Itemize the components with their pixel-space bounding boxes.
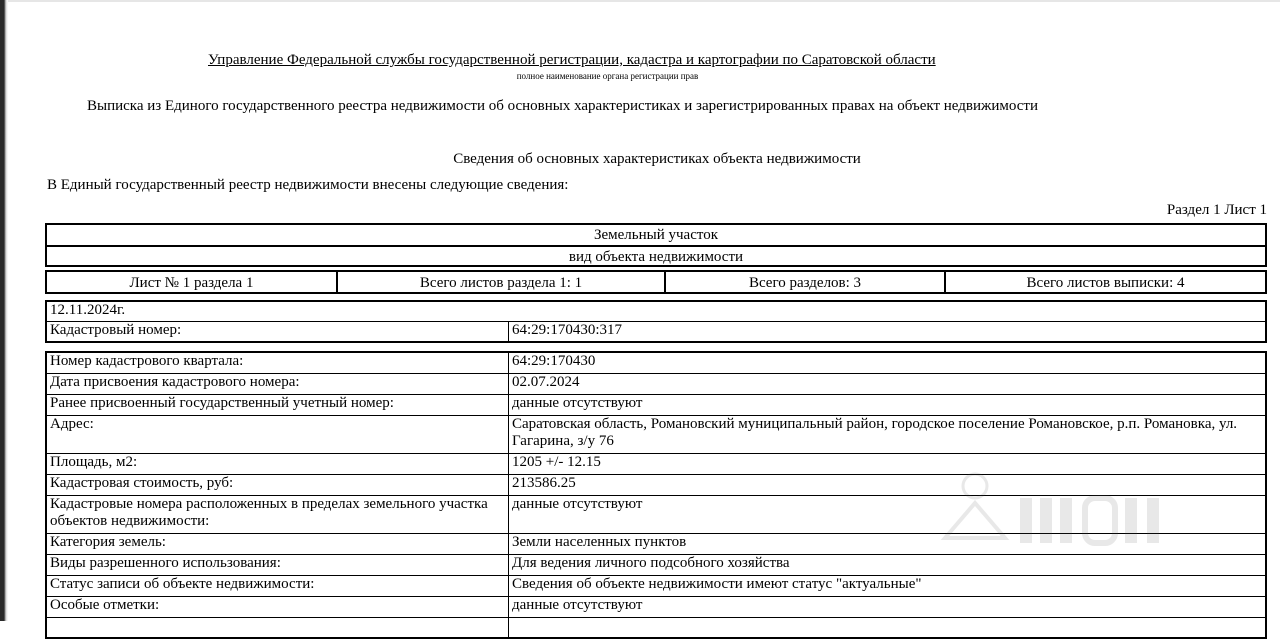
table-row	[46, 394, 1266, 415]
total-sections: Всего разделов: 3	[666, 272, 946, 292]
table-row	[46, 415, 1266, 453]
table-row	[46, 373, 1266, 394]
table-row	[46, 495, 1266, 533]
row-value: Земли населенных пунктов	[509, 533, 1267, 554]
row-label: Особые отметки:	[46, 596, 509, 617]
row-label	[46, 617, 509, 638]
table-row	[46, 596, 1266, 617]
total-extract-sheets: Всего листов выписки: 4	[1026, 275, 1185, 291]
sheet-info-bar	[45, 270, 1267, 294]
row-label: Дата присвоения кадастрового номера:	[46, 373, 509, 394]
row-value: Саратовская область, Романовский муниципальный район, городское поселение Романовское, р.п. Романовка, ул. Гагарина, з/у 76	[509, 415, 1267, 453]
row-label: Площадь, м2:	[46, 453, 509, 474]
record-date: 12.11.2024г.	[46, 301, 1266, 322]
row-label: Кадастровые номера расположенных в пределах земельного участка объектов недвижимости:	[46, 495, 509, 533]
table-row	[46, 301, 1266, 322]
table-row	[46, 453, 1266, 474]
table-row	[46, 554, 1266, 575]
row-value: 1205 +/- 12.15	[509, 453, 1267, 474]
total-section-sheets: Всего листов раздела 1: 1	[338, 272, 666, 292]
row-value	[509, 617, 1267, 638]
table-row	[46, 322, 1266, 343]
row-label: Ранее присвоенный государственный учетный номер:	[46, 394, 509, 415]
cadastral-number-label: Кадастровый номер:	[46, 322, 509, 343]
object-type: Земельный участок	[593, 227, 719, 243]
page-top-edge	[0, 0, 1280, 2]
row-value: Для ведения личного подсобного хозяйства	[509, 554, 1267, 575]
row-value: Сведения об объекте недвижимости имеют статус "актуальные"	[509, 575, 1267, 596]
row-label: Категория земель:	[46, 533, 509, 554]
sheet-number: Лист № 1 раздела 1	[47, 272, 338, 292]
object-type-box	[45, 223, 1267, 267]
row-value: 02.07.2024	[509, 373, 1267, 394]
org-caption: полное наименование органа регистрации прав	[516, 71, 699, 81]
table-row	[46, 617, 1266, 638]
section-title: Сведения об основных характеристиках объекта недвижимости	[453, 151, 861, 167]
page-left-edge	[0, 0, 8, 621]
cadastral-number-value: 64:29:170430:317	[509, 322, 1267, 343]
table-row	[46, 533, 1266, 554]
row-value: данные отсутствуют	[509, 596, 1267, 617]
table-row	[46, 474, 1266, 495]
org-name: Управление Федеральной службы государственной регистрации, кадастра и картографии по Саратовской области	[208, 52, 936, 68]
row-value: 64:29:170430	[509, 352, 1267, 373]
row-value: данные отсутствуют	[509, 495, 1267, 533]
row-value: данные отсутствуют	[509, 394, 1267, 415]
row-label: Номер кадастрового квартала:	[46, 352, 509, 373]
row-label: Адрес:	[46, 415, 509, 453]
row-label: Статус записи об объекте недвижимости:	[46, 575, 509, 596]
table-row	[46, 352, 1266, 373]
section-reference: Раздел 1 Лист 1	[1166, 202, 1267, 218]
row-label: Виды разрешенного использования:	[46, 554, 509, 575]
object-type-caption: вид объекта недвижимости	[47, 245, 1265, 267]
characteristics-table	[45, 351, 1267, 639]
record-header-table	[45, 300, 1267, 343]
table-row	[46, 575, 1266, 596]
document-title: Выписка из Единого государственного реестра недвижимости об основных характеристиках и зарегистрированных правах на объект недвижимости	[87, 98, 1039, 114]
intro-text: В Единый государственный реестр недвижимости внесены следующие сведения:	[47, 177, 569, 193]
row-value: 213586.25	[509, 474, 1267, 495]
row-label: Кадастровая стоимость, руб:	[46, 474, 509, 495]
